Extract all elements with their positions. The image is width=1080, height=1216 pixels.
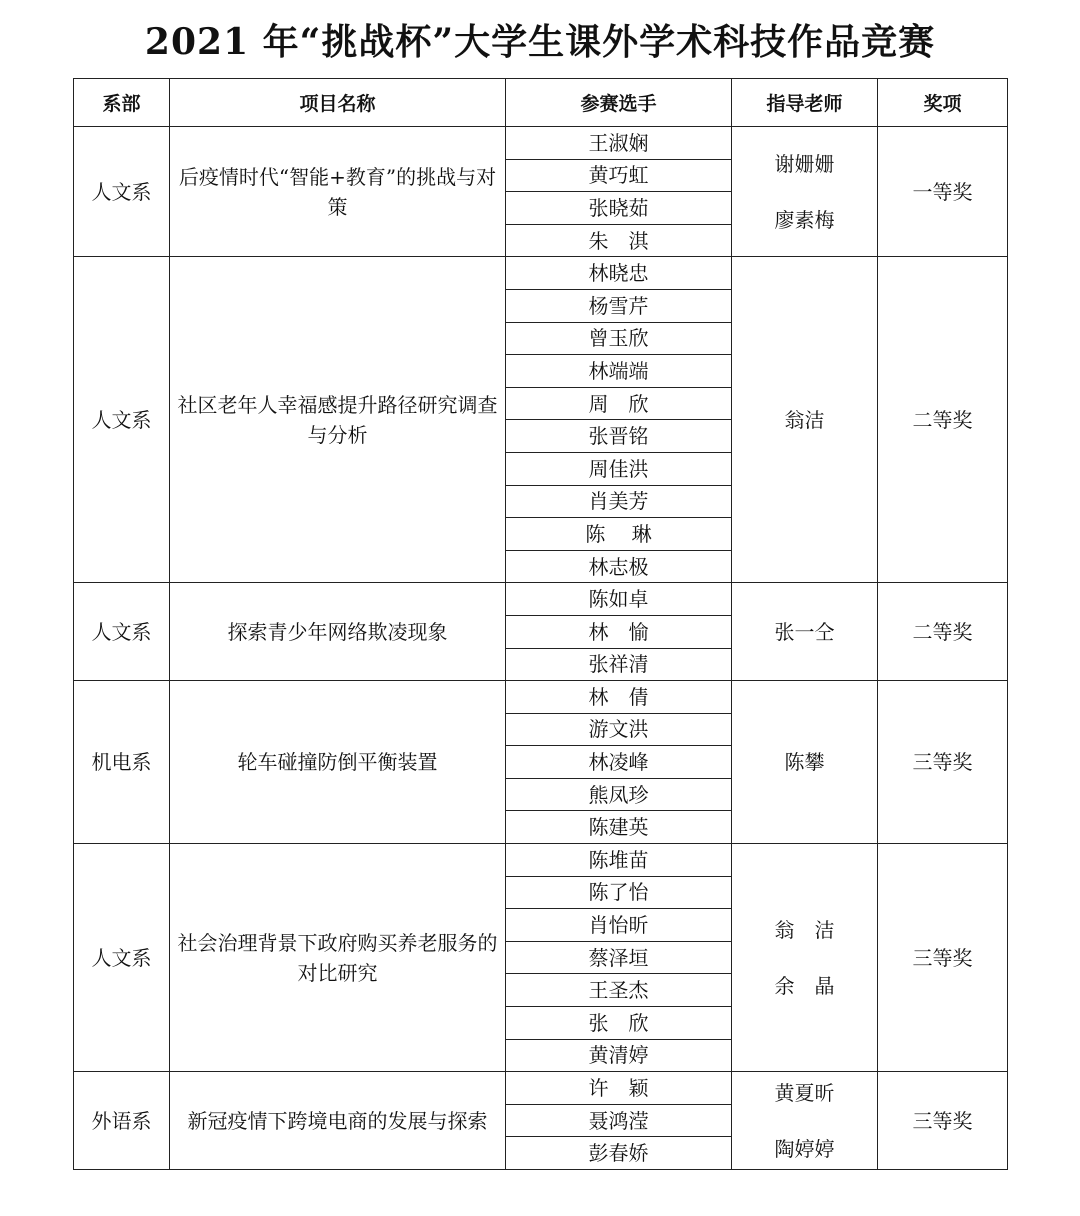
advisor-cell [732, 257, 878, 583]
member-cell: 朱 淇 [506, 224, 732, 257]
header-advisors: 指导老师 [732, 79, 878, 127]
member-cell: 黄巧虹 [506, 159, 732, 192]
award-cell: 二等奖 [878, 583, 1008, 681]
project-cell: 轮车碰撞防倒平衡装置 [170, 681, 506, 844]
member-cell: 蔡泽垣 [506, 941, 732, 974]
department-cell: 人文系 [74, 844, 170, 1072]
table-header-row [74, 79, 1008, 127]
advisor-cell [732, 844, 878, 1072]
member-cell: 陈 琳 [506, 518, 732, 551]
awards-table [73, 78, 1008, 1170]
member-cell: 周 欣 [506, 387, 732, 420]
member-cell: 黄清婷 [506, 1039, 732, 1072]
table-row [74, 583, 1008, 616]
department-cell: 人文系 [74, 257, 170, 583]
award-cell: 一等奖 [878, 127, 1008, 257]
advisor-name: 余 晶 [774, 973, 835, 998]
award-cell: 二等奖 [878, 257, 1008, 583]
member-cell: 杨雪芹 [506, 289, 732, 322]
header-project: 项目名称 [170, 79, 506, 127]
member-cell: 林志极 [506, 550, 732, 583]
advisor-name: 黄夏昕 [774, 1080, 835, 1105]
project-cell: 社区老年人幸福感提升路径研究调查与分析 [170, 257, 506, 583]
department-cell: 人文系 [74, 127, 170, 257]
member-cell: 许 颖 [506, 1072, 732, 1105]
advisor-name: 翁 洁 [774, 917, 835, 942]
project-cell: 后疫情时代“智能+教育”的挑战与对策 [170, 127, 506, 257]
member-cell: 游文洪 [506, 713, 732, 746]
member-cell: 林凌峰 [506, 746, 732, 779]
member-cell: 林端端 [506, 355, 732, 388]
project-cell: 新冠疫情下跨境电商的发展与探索 [170, 1072, 506, 1170]
member-cell: 陈了怡 [506, 876, 732, 909]
member-cell: 林 愉 [506, 615, 732, 648]
advisor-name: 谢姗姗 [774, 151, 835, 176]
member-cell: 张晓茹 [506, 192, 732, 225]
table-row [74, 127, 1008, 160]
member-cell: 林 倩 [506, 681, 732, 714]
project-cell: 社会治理背景下政府购买养老服务的对比研究 [170, 844, 506, 1072]
member-cell: 肖美芳 [506, 485, 732, 518]
table-row [74, 1072, 1008, 1105]
member-cell: 曾玉欣 [506, 322, 732, 355]
award-cell: 三等奖 [878, 681, 1008, 844]
advisor-cell [732, 1072, 878, 1170]
member-cell: 张晋铭 [506, 420, 732, 453]
member-cell: 陈建英 [506, 811, 732, 844]
member-cell: 王圣杰 [506, 974, 732, 1007]
advisor-cell [732, 127, 878, 257]
header-award: 奖项 [878, 79, 1008, 127]
header-members: 参赛选手 [506, 79, 732, 127]
header-department: 系部 [74, 79, 170, 127]
member-cell: 周佳洪 [506, 452, 732, 485]
award-cell: 三等奖 [878, 844, 1008, 1072]
member-cell: 聂鸿滢 [506, 1104, 732, 1137]
advisor-name: 陈攀 [784, 750, 825, 775]
advisor-cell [732, 583, 878, 681]
advisor-name: 陶婷婷 [774, 1136, 835, 1161]
member-cell: 王淑娴 [506, 127, 732, 160]
member-cell: 陈堆苗 [506, 844, 732, 877]
member-cell: 张祥清 [506, 648, 732, 681]
department-cell: 人文系 [74, 583, 170, 681]
advisor-cell [732, 681, 878, 844]
table-row [74, 681, 1008, 714]
member-cell: 彭春娇 [506, 1137, 732, 1170]
project-cell: 探索青少年网络欺凌现象 [170, 583, 506, 681]
member-cell: 林晓忠 [506, 257, 732, 290]
advisor-name: 翁洁 [784, 407, 825, 432]
document-title: 2021 年“挑战杯”大学生课外学术科技作品竞赛 [144, 21, 936, 63]
department-cell: 机电系 [74, 681, 170, 844]
member-cell: 张 欣 [506, 1007, 732, 1040]
table-row [74, 844, 1008, 877]
award-cell: 三等奖 [878, 1072, 1008, 1170]
department-cell: 外语系 [74, 1072, 170, 1170]
member-cell: 熊凤珍 [506, 778, 732, 811]
advisor-name: 张一仝 [774, 619, 835, 644]
advisor-name: 廖素梅 [774, 207, 835, 232]
member-cell: 肖怡昕 [506, 909, 732, 942]
member-cell: 陈如卓 [506, 583, 732, 616]
table-row [74, 257, 1008, 290]
